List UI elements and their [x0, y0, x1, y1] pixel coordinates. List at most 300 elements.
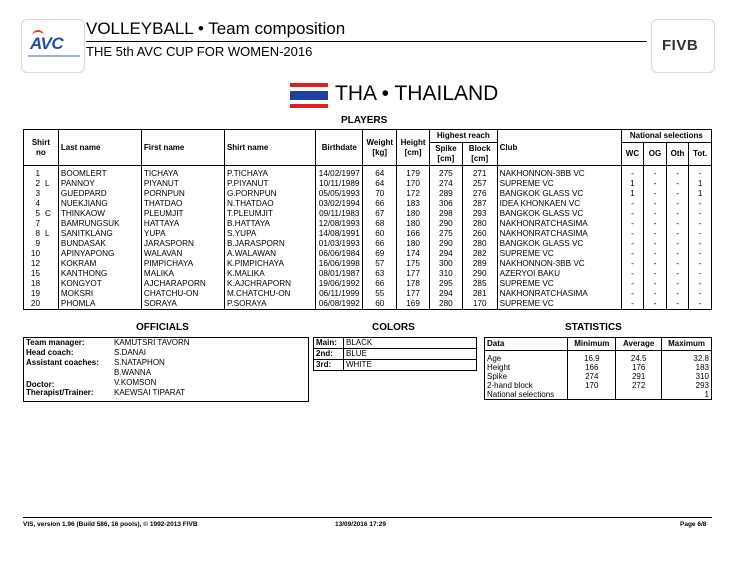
header-tot: Tot.: [689, 143, 712, 166]
player-shirt-number: 18: [30, 279, 40, 288]
player-row: [24, 269, 712, 279]
third-color-value: WHITE: [344, 360, 477, 371]
player-tot: -: [689, 269, 712, 279]
player-og: -: [644, 279, 667, 289]
player-shirt-name: K.AJCHRAPORN: [224, 279, 315, 289]
stat-avg: 24.5: [616, 351, 662, 364]
header-block: Block [cm]: [462, 143, 497, 166]
official-row: [24, 358, 308, 368]
player-club: SUPREME VC: [497, 299, 621, 310]
player-oth: -: [666, 289, 689, 299]
player-spike: 294: [429, 289, 462, 299]
player-first-name: MALIKA: [141, 269, 224, 279]
player-weight: 64: [363, 166, 397, 180]
player-row: [24, 199, 712, 209]
player-last-name: THINKAOW: [58, 209, 141, 219]
player-last-name: PANNOY: [58, 179, 141, 189]
footer-divider: [23, 517, 712, 518]
stat-row: [485, 381, 712, 390]
stat-label: National selections: [485, 390, 568, 400]
stat-min: 170: [568, 381, 616, 390]
player-spike: 280: [429, 299, 462, 310]
stat-min: 166: [568, 363, 616, 372]
stat-row: [485, 390, 712, 400]
player-shirt-name: P.PIYANUT: [224, 179, 315, 189]
player-height: 169: [397, 299, 430, 310]
stat-min: [568, 390, 616, 400]
player-oth: -: [666, 279, 689, 289]
player-club: NAKHONRATCHASIMA: [497, 289, 621, 299]
stats-header-max: Maximum: [662, 338, 712, 351]
player-shirt-number: 1: [35, 169, 40, 178]
player-role: C: [45, 209, 51, 218]
player-shirt-no: [24, 259, 59, 269]
player-birthdate: 09/11/1983: [316, 209, 363, 219]
player-row: [24, 279, 712, 289]
player-shirt-number: 5: [35, 209, 40, 218]
player-last-name: BAMRUNGSUK: [58, 219, 141, 229]
player-club: SUPREME VC: [497, 179, 621, 189]
player-block: 170: [462, 299, 497, 310]
stat-min: 274: [568, 372, 616, 381]
flag-stripe: [290, 91, 328, 99]
player-height: 177: [397, 289, 430, 299]
player-club: AZERYOI BAKU: [497, 269, 621, 279]
player-wc: -: [621, 299, 644, 310]
player-shirt-no: [24, 189, 59, 199]
thailand-flag-icon: [290, 83, 328, 108]
player-oth: -: [666, 189, 689, 199]
statistics-table: [484, 337, 712, 400]
player-block: 260: [462, 229, 497, 239]
player-spike: 310: [429, 269, 462, 279]
stat-row: [485, 351, 712, 364]
avc-logo-underline: [28, 55, 80, 57]
player-spike: 275: [429, 229, 462, 239]
player-og: -: [644, 229, 667, 239]
player-shirt-name: A.WALAWAN: [224, 249, 315, 259]
player-shirt-no: [24, 289, 59, 299]
player-wc: -: [621, 166, 644, 180]
player-last-name: KONGYOT: [58, 279, 141, 289]
player-row: [24, 209, 712, 219]
statistics-title: STATISTICS: [565, 322, 622, 333]
player-wc: -: [621, 219, 644, 229]
player-weight: 55: [363, 289, 397, 299]
player-last-name: GUEDPARD: [58, 189, 141, 199]
player-shirt-no: [24, 239, 59, 249]
stat-row: [485, 363, 712, 372]
player-shirt-name: G.PORNPUN: [224, 189, 315, 199]
team-name: THA • THAILAND: [335, 82, 499, 105]
player-shirt-no: [24, 249, 59, 259]
stat-max: 293: [662, 381, 712, 390]
player-shirt-no: [24, 199, 59, 209]
player-block: 289: [462, 259, 497, 269]
color-row: [314, 338, 477, 349]
main-color-label: Main:: [314, 338, 344, 349]
player-height: 166: [397, 229, 430, 239]
footer-version: VIS, version 1.96 (Build 586, 16 pools), © 1992-2013 FIVB: [23, 521, 198, 528]
player-birthdate: 03/02/1994: [316, 199, 363, 209]
player-block: 281: [462, 289, 497, 299]
player-shirt-number: 20: [30, 299, 40, 308]
second-color-label: 2nd:: [314, 349, 344, 360]
player-tot: -: [689, 299, 712, 310]
player-shirt-no: [24, 269, 59, 279]
player-first-name: CHATCHU-ON: [141, 289, 224, 299]
player-club: NAKHONRATCHASIMA: [497, 219, 621, 229]
team-manager-value: KAMUTSRI TAVORN: [114, 338, 190, 347]
player-row: [24, 189, 712, 199]
fivb-logo-text: FIVB: [662, 37, 699, 54]
player-og: -: [644, 166, 667, 180]
player-shirt-number: 15: [30, 269, 40, 278]
stat-label: Age: [485, 351, 568, 364]
player-row: [24, 166, 712, 180]
player-tot: -: [689, 249, 712, 259]
stat-avg: [616, 390, 662, 400]
player-height: 175: [397, 259, 430, 269]
player-last-name: KOKRAM: [58, 259, 141, 269]
player-shirt-name: N.THATDAO: [224, 199, 315, 209]
player-spike: 300: [429, 259, 462, 269]
header-weight: Weight [kg]: [363, 130, 397, 166]
player-block: 287: [462, 199, 497, 209]
player-shirt-number: 19: [30, 289, 40, 298]
player-spike: 298: [429, 209, 462, 219]
player-spike: 275: [429, 166, 462, 180]
player-shirt-name: M.CHATCHU-ON: [224, 289, 315, 299]
header-height: Height [cm]: [397, 130, 430, 166]
player-shirt-no: [24, 299, 59, 310]
competition-title: THE 5th AVC CUP FOR WOMEN-2016: [86, 44, 313, 59]
header-wc: WC: [621, 143, 644, 166]
head-coach-label: Head coach:: [26, 348, 74, 357]
header-last-name: Last name: [58, 130, 141, 166]
stat-label: 2-hand block: [485, 381, 568, 390]
footer-page: Page 6/8: [680, 521, 707, 528]
player-oth: -: [666, 179, 689, 189]
player-row: [24, 299, 712, 310]
player-row: [24, 219, 712, 229]
team-manager-label: Team manager:: [26, 338, 85, 347]
player-club: NAKHONNON-3BB VC: [497, 166, 621, 180]
player-shirt-no: [24, 166, 59, 180]
player-tot: 1: [689, 189, 712, 199]
player-height: 177: [397, 269, 430, 279]
player-first-name: PLEUMJIT: [141, 209, 224, 219]
player-weight: 66: [363, 199, 397, 209]
player-last-name: MOKSRI: [58, 289, 141, 299]
player-height: 180: [397, 209, 430, 219]
player-club: BANGKOK GLASS VC: [497, 209, 621, 219]
therapist-value: KAEWSAI TIPARAT: [114, 388, 186, 397]
officials-box: [23, 337, 309, 402]
player-shirt-no: [24, 209, 59, 219]
header-birthdate: Birthdate: [316, 130, 363, 166]
player-shirt-name: B.HATTAYA: [224, 219, 315, 229]
player-shirt-name: T.PLEUMJIT: [224, 209, 315, 219]
player-wc: 1: [621, 189, 644, 199]
therapist-label: Therapist/Trainer:: [26, 388, 94, 397]
player-oth: -: [666, 199, 689, 209]
player-birthdate: 16/06/1998: [316, 259, 363, 269]
player-shirt-name: B.JARASPORN: [224, 239, 315, 249]
player-oth: -: [666, 269, 689, 279]
player-shirt-no: [24, 279, 59, 289]
player-club: NAKHONNON-3BB VC: [497, 259, 621, 269]
player-height: 179: [397, 166, 430, 180]
player-spike: 274: [429, 179, 462, 189]
player-first-name: HATTAYA: [141, 219, 224, 229]
player-row: [24, 259, 712, 269]
player-shirt-number: 9: [35, 239, 40, 248]
color-row: [314, 349, 477, 360]
player-spike: 306: [429, 199, 462, 209]
player-wc: -: [621, 199, 644, 209]
doctor-value: V.KOMSON: [114, 378, 157, 387]
player-weight: 57: [363, 259, 397, 269]
player-shirt-name: P.SORAYA: [224, 299, 315, 310]
header-first-name: First name: [141, 130, 224, 166]
player-block: 293: [462, 209, 497, 219]
player-shirt-number: 8: [35, 229, 40, 238]
player-row: [24, 289, 712, 299]
player-height: 174: [397, 249, 430, 259]
header-highest-reach: Highest reach: [429, 130, 497, 143]
player-block: 285: [462, 279, 497, 289]
player-first-name: AJCHARAPORN: [141, 279, 224, 289]
player-wc: -: [621, 269, 644, 279]
third-color-label: 3rd:: [314, 360, 344, 371]
player-tot: -: [689, 219, 712, 229]
player-tot: -: [689, 279, 712, 289]
player-block: 257: [462, 179, 497, 189]
player-oth: -: [666, 249, 689, 259]
player-club: SUPREME VC: [497, 249, 621, 259]
colors-table: [313, 337, 477, 371]
main-color-value: BLACK: [344, 338, 477, 349]
officials-title: OFFICIALS: [136, 322, 189, 333]
assistant-coaches-label: Assistant coaches:: [26, 358, 99, 367]
player-wc: -: [621, 249, 644, 259]
player-last-name: PHOMLA: [58, 299, 141, 310]
player-og: -: [644, 269, 667, 279]
player-shirt-name: P.TICHAYA: [224, 166, 315, 180]
player-shirt-number: 7: [35, 219, 40, 228]
assistant-coach-1-value: S.NATAPHON: [114, 358, 165, 367]
player-role: L: [45, 229, 50, 238]
players-title: PLAYERS: [341, 115, 388, 126]
player-og: -: [644, 289, 667, 299]
player-first-name: YUPA: [141, 229, 224, 239]
player-shirt-name: K.PIMPICHAYA: [224, 259, 315, 269]
player-first-name: WALAVAN: [141, 249, 224, 259]
player-birthdate: 01/03/1993: [316, 239, 363, 249]
player-club: BANGKOK GLASS VC: [497, 239, 621, 249]
player-birthdate: 08/01/1987: [316, 269, 363, 279]
player-height: 178: [397, 279, 430, 289]
assistant-coach-2-value: B.WANNA: [114, 368, 152, 377]
stat-label: Spike: [485, 372, 568, 381]
official-row: [24, 348, 308, 358]
official-row: [24, 388, 308, 398]
player-tot: -: [689, 229, 712, 239]
player-height: 180: [397, 239, 430, 249]
player-tot: 1: [689, 179, 712, 189]
player-birthdate: 06/11/1999: [316, 289, 363, 299]
player-og: -: [644, 259, 667, 269]
player-og: -: [644, 179, 667, 189]
header-divider: [86, 41, 647, 42]
header-shirt-name: Shirt name: [224, 130, 315, 166]
player-weight: 69: [363, 249, 397, 259]
player-wc: 1: [621, 179, 644, 189]
player-oth: -: [666, 299, 689, 310]
player-birthdate: 14/08/1991: [316, 229, 363, 239]
player-shirt-number: 10: [30, 249, 40, 258]
player-og: -: [644, 249, 667, 259]
player-tot: -: [689, 209, 712, 219]
player-weight: 64: [363, 179, 397, 189]
official-row: [24, 378, 308, 388]
second-color-value: BLUE: [344, 349, 477, 360]
header-club: Club: [497, 130, 621, 166]
player-spike: 290: [429, 239, 462, 249]
player-tot: -: [689, 289, 712, 299]
player-shirt-no: [24, 179, 59, 189]
player-birthdate: 19/06/1992: [316, 279, 363, 289]
player-tot: -: [689, 166, 712, 180]
player-shirt-name: S.YUPA: [224, 229, 315, 239]
player-spike: 290: [429, 219, 462, 229]
player-wc: -: [621, 289, 644, 299]
player-last-name: KANTHONG: [58, 269, 141, 279]
player-block: 271: [462, 166, 497, 180]
player-spike: 289: [429, 189, 462, 199]
player-last-name: BUNDASAK: [58, 239, 141, 249]
player-og: -: [644, 189, 667, 199]
player-spike: 295: [429, 279, 462, 289]
player-birthdate: 12/08/1993: [316, 219, 363, 229]
header-shirt-no: Shirt no: [24, 130, 59, 166]
head-coach-value: S.DANAI: [114, 348, 147, 357]
player-last-name: SANITKLANG: [58, 229, 141, 239]
player-row: [24, 179, 712, 189]
player-birthdate: 06/08/1992: [316, 299, 363, 310]
player-shirt-number: 2: [35, 179, 40, 188]
footer-datetime: 13/09/2016 17:29: [335, 521, 386, 528]
player-row: [24, 229, 712, 239]
color-row: [314, 360, 477, 371]
official-row: [24, 368, 308, 378]
player-og: -: [644, 209, 667, 219]
player-oth: -: [666, 209, 689, 219]
player-first-name: PIMPICHAYA: [141, 259, 224, 269]
player-first-name: TICHAYA: [141, 166, 224, 180]
player-first-name: JARASPORN: [141, 239, 224, 249]
player-spike: 294: [429, 249, 462, 259]
header-og: OG: [644, 143, 667, 166]
header-national-selections: National selections: [621, 130, 711, 143]
player-shirt-number: 4: [35, 199, 40, 208]
stat-avg: 176: [616, 363, 662, 372]
player-last-name: BOOMLERT: [58, 166, 141, 180]
player-club: NAKHONRATCHASIMA: [497, 229, 621, 239]
fivb-logo: [651, 19, 715, 73]
stat-max: 1: [662, 390, 712, 400]
colors-title: COLORS: [372, 322, 415, 333]
player-shirt-no: [24, 219, 59, 229]
player-weight: 60: [363, 229, 397, 239]
player-first-name: PORNPUN: [141, 189, 224, 199]
player-weight: 68: [363, 219, 397, 229]
stat-row: [485, 372, 712, 381]
player-weight: 63: [363, 269, 397, 279]
stat-max: 32.8: [662, 351, 712, 364]
player-first-name: PIYANUT: [141, 179, 224, 189]
avc-logo: [21, 19, 85, 73]
player-weight: 70: [363, 189, 397, 199]
player-oth: -: [666, 219, 689, 229]
player-tot: -: [689, 199, 712, 209]
player-og: -: [644, 299, 667, 310]
player-club: BANGKOK GLASS VC: [497, 189, 621, 199]
player-tot: -: [689, 259, 712, 269]
player-block: 280: [462, 239, 497, 249]
player-shirt-number: 12: [30, 259, 40, 268]
player-first-name: THATDAO: [141, 199, 224, 209]
stats-header-data: Data: [485, 338, 568, 351]
player-tot: -: [689, 239, 712, 249]
player-og: -: [644, 239, 667, 249]
player-birthdate: 06/06/1984: [316, 249, 363, 259]
player-last-name: APINYAPONG: [58, 249, 141, 259]
player-weight: 66: [363, 279, 397, 289]
player-weight: 66: [363, 239, 397, 249]
player-wc: -: [621, 229, 644, 239]
player-birthdate: 05/05/1993: [316, 189, 363, 199]
stat-avg: 272: [616, 381, 662, 390]
player-oth: -: [666, 239, 689, 249]
player-shirt-number: 3: [35, 189, 40, 198]
player-og: -: [644, 219, 667, 229]
player-wc: -: [621, 259, 644, 269]
player-shirt-no: [24, 229, 59, 239]
player-block: 280: [462, 219, 497, 229]
stat-avg: 291: [616, 372, 662, 381]
player-weight: 60: [363, 299, 397, 310]
player-height: 183: [397, 199, 430, 209]
player-birthdate: 14/02/1997: [316, 166, 363, 180]
player-oth: -: [666, 229, 689, 239]
player-weight: 67: [363, 209, 397, 219]
player-block: 290: [462, 269, 497, 279]
stat-max: 310: [662, 372, 712, 381]
player-role: L: [45, 179, 50, 188]
player-oth: -: [666, 166, 689, 180]
flag-stripe: [290, 104, 328, 108]
stat-min: 16.9: [568, 351, 616, 364]
player-oth: -: [666, 259, 689, 269]
stats-header-min: Minimum: [568, 338, 616, 351]
players-table: [23, 129, 712, 310]
document-title: VOLLEYBALL • Team composition: [86, 19, 346, 38]
player-wc: -: [621, 239, 644, 249]
player-row: [24, 239, 712, 249]
avc-logo-text: AVC: [30, 34, 64, 53]
